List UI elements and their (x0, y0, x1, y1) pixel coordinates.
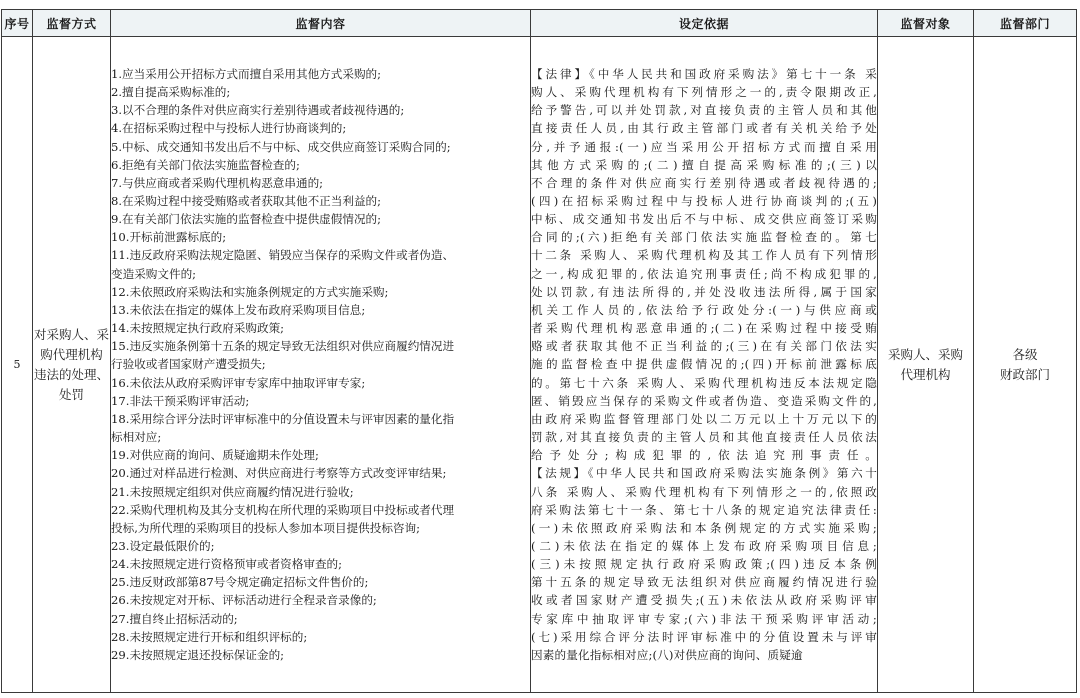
header-method: 监督方式 (33, 10, 111, 37)
basis-line: 匿、销毁应当保存的采购文件或者伪造、变造采购文件的, (531, 393, 877, 408)
table-row (2, 37, 1077, 693)
content-line: 24.未按照规定进行资格预审或者资格审查的; (111, 557, 343, 572)
content-line: 行验收或者国家财产遭受损失; (111, 357, 266, 372)
content-lines (111, 65, 530, 664)
content-line: 20.通过对样品进行检测、对供应商进行考察等方式改变评审结果; (111, 466, 447, 481)
basis-lines (531, 65, 877, 664)
content-line: 16.未依法从政府采购评审专家库中抽取评审专家; (111, 375, 366, 390)
header-target: 监督对象 (878, 10, 974, 37)
cell-seq: 5 (2, 37, 33, 693)
header-basis: 设定依据 (531, 10, 878, 37)
content-line: 11.违反政府采购法规定隐匿、销毁应当保存的采购文件或者伪造、 (111, 248, 455, 263)
content-line: 9.在有关部门依法实施的监督检查中提供虚假情况的; (111, 212, 382, 227)
content-line: 1.应当采用公开招标方式而擅自采用其他方式采购的; (111, 66, 382, 81)
header-seq: 序号 (2, 10, 33, 37)
content-line: 14.未按照规定执行政府采购政策; (111, 321, 285, 336)
cell-target (878, 37, 974, 693)
basis-line: 【法规】《中华人民共和国政府采购法实施条例》第六十 (531, 466, 877, 481)
basis-line: 赂或者获取其他不正当利益的;(三)在有关部门依法实 (531, 339, 877, 354)
basis-line: 【法律】《中华人民共和国政府采购法》第七十一条 采 (531, 66, 877, 81)
basis-line: 专家库中抽取评审专家;(六)非法干预采购评审活动; (531, 611, 877, 626)
basis-line: (七)采用综合评分法时评审标准中的分值设置未与评审 (531, 629, 877, 644)
basis-line: 处以罚款,有违法所得的,并处没收违法所得,属于国家 (531, 284, 877, 299)
content-line: 投标,为所代理的采购项目的投标人参加本项目提供投标咨询; (111, 520, 421, 535)
content-line: 3.以不合理的条件对供应商实行差别待遇或者歧视待遇的; (111, 103, 405, 118)
content-line: 27.擅自终止招标活动的; (111, 611, 238, 626)
content-line: 22.采购代理机构及其分支机构在所代理的采购项目中投标或者代理 (111, 502, 455, 517)
content-line: 10.开标前泄露标底的; (111, 230, 227, 245)
dept-lines (974, 345, 1076, 385)
target-line: 采购人、采购 (887, 346, 963, 362)
method-line: 违法的处理、 (33, 366, 109, 382)
dept-line: 财政部门 (999, 366, 1050, 382)
header-content: 监督内容 (111, 10, 531, 37)
content-line: 19.对供应商的询问、质疑逾期未作处理; (111, 448, 319, 463)
basis-line: (四)在招标采购过程中与投标人进行协商谈判的;(五) (531, 194, 877, 209)
content-line: 4.在招标采购过程中与投标人进行协商谈判的; (111, 121, 347, 136)
target-line: 代理机构 (900, 366, 951, 382)
basis-line: 八条 采购人、采购代理机构有下列情形之一的,依照政 (531, 484, 877, 499)
basis-line: 者采购代理机构恶意串通的;(二)在采购过程中接受贿 (531, 321, 877, 336)
supervision-table (1, 9, 1077, 693)
basis-line: 中标、成交通知书发出后不与中标、成交供应商签订采购 (531, 212, 877, 227)
content-line: 12.未依照政府采购法和实施条例规定的方式实施采购; (111, 284, 389, 299)
content-line: 标相对应; (111, 430, 162, 445)
content-line: 5.中标、成交通知书发出后不与中标、成交供应商签订采购合同的; (111, 139, 451, 154)
content-line: 15.违反实施条例第十五条的规定导致无法组织对供应商履约情况进 (111, 339, 455, 354)
basis-line: 不合理的条件对供应商实行差别待遇或者歧视待遇的; (531, 175, 877, 190)
basis-line: 机关工作人员的,依法给予行政处分:(一)与供应商或 (531, 302, 877, 317)
dept-line: 各级 (1012, 346, 1038, 362)
header-dept: 监督部门 (974, 10, 1077, 37)
basis-line: 府采购法第七十一条、第七十八条的规定追究法律责任: (531, 502, 877, 517)
cell-basis (531, 37, 878, 693)
content-line: 26.未按规定对开标、评标活动进行全程录音录像的; (111, 593, 377, 608)
cell-content (111, 37, 531, 693)
basis-line: 收或者国家财产遭受损失;(五)未依法从政府采购评审 (531, 593, 877, 608)
basis-line: 分,并予通报:(一)应当采用公开招标方式而擅自采用 (531, 139, 877, 154)
method-line: 处罚 (58, 386, 84, 402)
basis-line: 由政府采购监督管理部门处以二万元以上十万元以下的 (531, 411, 877, 426)
cell-method (33, 37, 111, 693)
table-header-row (2, 10, 1077, 37)
basis-line: 给予处分;构成犯罪的,依法追究刑事责任。 (531, 448, 877, 463)
content-line: 25.违反财政部第87号令规定确定招标文件售价的; (111, 575, 369, 590)
basis-line: 罚款,对其直接负责的主管人员和其他直接责任人员依法 (531, 430, 877, 445)
basis-line: 直接责任人员,由其行政主管部门或者有关机关给予处 (531, 121, 877, 136)
content-line: 2.擅自提高采购标准的; (111, 85, 231, 100)
basis-line: 给予警告,可以并处罚款,对直接负责的主管人员和其他 (531, 103, 877, 118)
basis-line: 购人、采购代理机构有下列情形之一的,责令限期改正, (531, 85, 877, 100)
basis-line: 第十五条的规定导致无法组织对供应商履约情况进行验 (531, 575, 877, 590)
target-lines (878, 345, 973, 385)
content-line: 17.非法干预采购评审活动; (111, 393, 250, 408)
method-line: 购代理机构 (40, 346, 103, 362)
basis-line: 因素的量化指标相对应;(八)对供应商的询问、质疑逾 (531, 647, 803, 662)
content-line: 变造采购文件的; (111, 266, 197, 281)
basis-line: (一)未依照政府采购法和本条例规定的方式实施采购; (531, 520, 877, 535)
basis-line: 施的监督检查中提供虚假情况的;(四)开标前泄露标底 (531, 357, 877, 372)
basis-line: 的。第七十六条 采购人、采购代理机构违反本法规定隐 (531, 375, 877, 390)
basis-line: (三)未按照规定执行政府采购政策;(四)违反本条例 (531, 557, 877, 572)
method-lines (33, 325, 110, 405)
content-line: 13.未依法在指定的媒体上发布政府采购项目信息; (111, 302, 366, 317)
basis-line: 十二条 采购人、采购代理机构及其工作人员有下列情形 (531, 248, 877, 263)
basis-line: (二)未依法在指定的媒体上发布政府采购项目信息; (531, 538, 877, 553)
content-line: 6.拒绝有关部门依法实施监督检查的; (111, 157, 300, 172)
content-line: 18.采用综合评分法时评审标准中的分值设置未与评审因素的量化指 (111, 411, 455, 426)
cell-dept (974, 37, 1077, 693)
basis-line: 之一,构成犯罪的,依法追究刑事责任;尚不构成犯罪的, (531, 266, 877, 281)
content-line: 8.在采购过程中接受贿赂或者获取其他不正当利益的; (111, 194, 382, 209)
content-line: 7.与供应商或者采购代理机构恶意串通的; (111, 175, 324, 190)
basis-line: 合同的;(六)拒绝有关部门依法实施监督检查的。第七 (531, 230, 877, 245)
content-line: 28.未按照规定进行开标和组织评标的; (111, 629, 308, 644)
content-line: 21.未按照规定组织对供应商履约情况进行验收; (111, 484, 354, 499)
method-line: 对采购人、采 (33, 326, 109, 342)
basis-line: 其他方式采购的;(二)擅自提高采购标准的;(三)以 (531, 157, 877, 172)
content-line: 29.未按照规定退还投标保证金的; (111, 647, 285, 662)
content-line: 23.设定最低限价的; (111, 538, 215, 553)
